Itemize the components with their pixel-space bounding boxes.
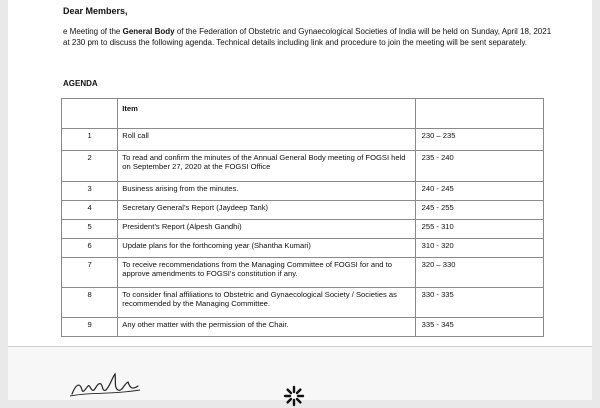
row-number: 5 — [62, 220, 118, 239]
table-row — [62, 182, 544, 201]
row-time: 320 – 330 — [415, 258, 543, 288]
table-row — [62, 151, 544, 182]
table-row — [62, 258, 544, 288]
row-number: 1 — [62, 129, 118, 151]
loading-spinner-icon — [282, 384, 306, 408]
row-item: Any other matter with the permission of the Chair. — [118, 318, 415, 337]
agenda-heading: AGENDA — [63, 79, 98, 88]
row-time: 335 - 345 — [415, 318, 543, 337]
header-item: Item — [118, 99, 415, 129]
signature-icon — [68, 366, 158, 400]
table-row — [62, 239, 544, 258]
row-time: 235 - 240 — [415, 151, 543, 182]
row-item: Secretary General’s Report (Jaydeep Tank) — [118, 201, 415, 220]
table-row — [62, 201, 544, 220]
header-time — [415, 99, 543, 129]
row-number: 8 — [62, 288, 118, 318]
row-time: 240 - 245 — [415, 182, 543, 201]
intro-text-start: e Meeting of the — [63, 27, 123, 36]
row-item: To read and confirm the minutes of the Annual General Body meeting of FOGSI held on September 27, 2020 at the FOGSI Office — [118, 151, 415, 182]
row-item: To consider final affiliations to Obstetric and Gynaecological Society / Societies as recommended by the Managing Committee. — [118, 288, 415, 318]
row-time: 310 - 320 — [415, 239, 543, 258]
table-row — [62, 288, 544, 318]
intro-text-bold: General Body — [122, 27, 175, 36]
row-item: Business arising from the minutes. — [118, 182, 415, 201]
row-time: 230 – 235 — [415, 129, 543, 151]
agenda-table — [61, 98, 544, 337]
row-number: 4 — [62, 201, 118, 220]
row-item: President’s Report (Alpesh Gandhi) — [118, 220, 415, 239]
table-row — [62, 318, 544, 337]
table-row — [62, 129, 544, 151]
row-number: 3 — [62, 182, 118, 201]
row-item: To receive recommendations from the Managing Committee of FOGSI for and to approve amendments to FOGSI’s constitution if any. — [118, 258, 415, 288]
row-number: 7 — [62, 258, 118, 288]
row-number: 9 — [62, 318, 118, 337]
row-number: 6 — [62, 239, 118, 258]
row-number: 2 — [62, 151, 118, 182]
document-page — [8, 0, 592, 400]
row-time: 245 - 255 — [415, 201, 543, 220]
header-number — [62, 99, 118, 129]
intro-text-end: of the Federation of Obstetric and Gynaecological Societies of India will be held on Sunday, April 18, 2021 at 230 pm to discuss the following agenda. Technical details including link and procedure to join the meeting will be sent separately. — [63, 27, 552, 47]
table-header-row — [62, 99, 544, 129]
row-item: Roll call — [118, 129, 415, 151]
intro-paragraph — [63, 26, 558, 48]
row-time: 255 - 310 — [415, 220, 543, 239]
table-row — [62, 220, 544, 239]
salutation: Dear Members, — [63, 6, 128, 16]
row-item: Update plans for the forthcoming year (Shantha Kumari) — [118, 239, 415, 258]
row-time: 330 - 335 — [415, 288, 543, 318]
